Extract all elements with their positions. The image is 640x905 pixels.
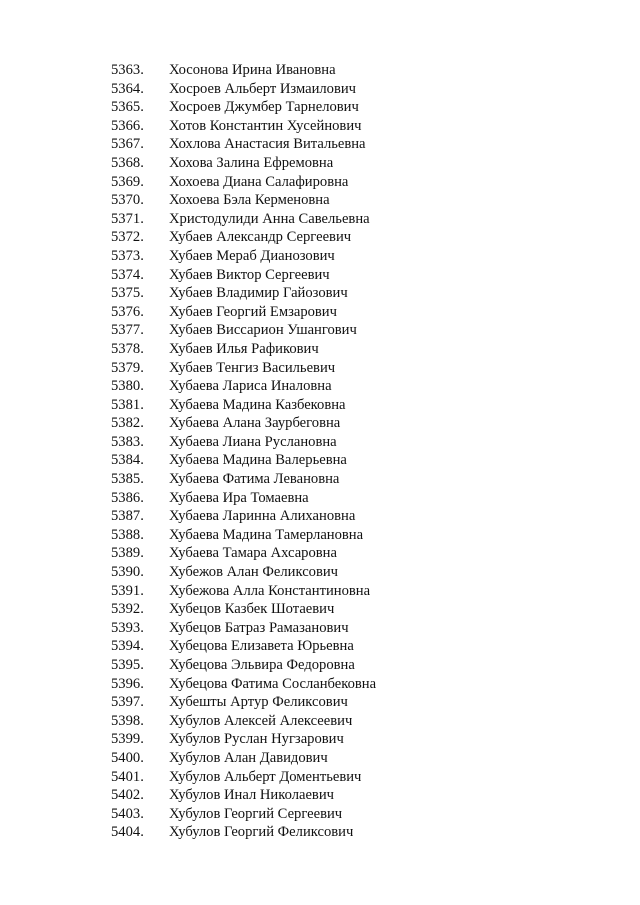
entry-name: Хосонова Ирина Ивановна: [169, 62, 336, 78]
entry-number: 5392.: [111, 601, 144, 618]
list-item: [0, 563, 640, 582]
entry-number: 5382.: [111, 415, 144, 432]
entry-name: Хубаев Александр Сергеевич: [169, 229, 352, 246]
list-item: [0, 637, 640, 656]
entry-name: Христодулиди Анна Савельевна: [169, 210, 370, 227]
entry-name: Хубешты Артур Феликсович: [169, 694, 348, 711]
entry-name: Хубецов Батраз Рамазанович: [169, 619, 349, 636]
list-item: [0, 805, 640, 824]
entry-name: Хубаева Мадина Казбековна: [169, 396, 346, 413]
entry-number: 5369.: [111, 173, 144, 190]
entry-number: 5381.: [111, 396, 144, 413]
entry-name: Хубецова Эльвира Федоровна: [169, 657, 355, 673]
list-item: [0, 135, 640, 154]
entry-number: 5363.: [111, 62, 144, 78]
entry-number: 5371.: [111, 210, 144, 227]
entry-number: 5365.: [111, 99, 144, 116]
entry-number: 5366.: [111, 117, 144, 134]
entry-number: 5394.: [111, 638, 144, 655]
entry-name: Хубаев Виссарион Ушангович: [169, 322, 357, 339]
list-item: [0, 507, 640, 526]
list-item: [0, 544, 640, 563]
list-item: [0, 712, 640, 731]
list-item: [0, 321, 640, 340]
entry-name: Хубежова Алла Константиновна: [169, 582, 371, 599]
list-item: [0, 284, 640, 303]
entry-number: 5397.: [111, 694, 144, 711]
list-item: [0, 98, 640, 117]
entry-number: 5395.: [111, 657, 144, 673]
entry-number: 5387.: [111, 508, 144, 525]
entry-name: Хубаева Ларинна Алихановна: [169, 508, 356, 525]
list-item: [0, 359, 640, 378]
entry-number: 5368.: [111, 154, 144, 171]
list-item: [0, 693, 640, 712]
list-item: [0, 396, 640, 415]
entry-name: Хохоева Диана Салафировна: [169, 173, 349, 190]
entry-name: Хубецова Елизавета Юрьевна: [169, 638, 354, 655]
entry-name: Хубецова Фатима Сосланбековна: [169, 675, 377, 692]
list-item: [0, 433, 640, 452]
entry-name: Хубаева Алана Заурбеговна: [169, 415, 341, 432]
entry-number: 5404.: [111, 824, 144, 841]
entry-number: 5390.: [111, 564, 144, 581]
entry-name: Хубулов Алексей Алексеевич: [169, 712, 353, 729]
entry-name: Хубулов Руслан Нугзарович: [169, 731, 344, 748]
entry-number: 5398.: [111, 712, 144, 729]
list-item: [0, 451, 640, 470]
list-item: [0, 786, 640, 805]
entry-number: 5385.: [111, 471, 144, 488]
entry-number: 5364.: [111, 80, 144, 97]
list-item: [0, 61, 640, 80]
entry-name: Хохова Залина Ефремовна: [169, 154, 334, 171]
entry-name: Хубаев Мераб Дианозович: [169, 247, 335, 264]
entry-name: Хубаева Лиана Руслановна: [169, 433, 337, 450]
entry-name: Хубежов Алан Феликсович: [169, 564, 339, 581]
entry-name: Хосроев Альберт Измаилович: [169, 80, 357, 97]
entry-number: 5378.: [111, 340, 144, 357]
entry-number: 5386.: [111, 489, 144, 506]
list-item: [0, 340, 640, 359]
entry-number: 5399.: [111, 731, 144, 748]
list-item: [0, 80, 640, 99]
entry-name: Хохоева Бэла Керменовна: [169, 192, 330, 209]
list-item: [0, 730, 640, 749]
entry-number: 5370.: [111, 192, 144, 209]
entry-number: 5393.: [111, 619, 144, 636]
entry-number: 5403.: [111, 805, 144, 822]
list-item: [0, 823, 640, 842]
list-item: [0, 247, 640, 266]
entry-name: Хубаев Тенгиз Васильевич: [169, 359, 336, 376]
list-item: [0, 191, 640, 210]
entry-number: 5373.: [111, 247, 144, 264]
list-item: [0, 526, 640, 545]
list-item: [0, 619, 640, 638]
entry-name: Хубулов Альберт Доментьевич: [169, 768, 362, 785]
entry-name: Хосроев Джумбер Тарнелович: [169, 99, 359, 116]
entry-name: Хубулов Инал Николаевич: [169, 787, 334, 804]
entry-number: 5375.: [111, 285, 144, 302]
entry-name: Хубулов Георгий Сергеевич: [169, 805, 343, 822]
entry-name: Хубаева Мадина Тамерлановна: [169, 526, 364, 543]
list-item: [0, 489, 640, 508]
list-item: [0, 228, 640, 247]
list-item: [0, 600, 640, 619]
entry-name: Хубаева Ира Томаевна: [169, 489, 309, 506]
entry-name: Хубаева Лариса Иналовна: [169, 378, 332, 395]
entry-number: 5376.: [111, 303, 144, 320]
entry-number: 5374.: [111, 266, 144, 283]
entry-name: Хубаев Виктор Сергеевич: [169, 266, 330, 283]
entry-number: 5389.: [111, 545, 144, 562]
entry-number: 5400.: [111, 749, 144, 766]
entry-number: 5388.: [111, 526, 144, 543]
list-item: [0, 210, 640, 229]
entry-name: Хубаева Фатима Левановна: [169, 471, 340, 488]
entry-name: Хубецов Казбек Шотаевич: [169, 601, 335, 618]
list-item: [0, 675, 640, 694]
entry-number: 5380.: [111, 378, 144, 395]
entry-number: 5391.: [111, 582, 144, 599]
entry-number: 5402.: [111, 787, 144, 804]
entry-name: Хубаев Георгий Емзарович: [169, 303, 337, 320]
entry-name: Хубулов Георгий Феликсович: [169, 824, 354, 841]
entry-number: 5377.: [111, 322, 144, 339]
entry-name: Хубаев Илья Рафикович: [169, 340, 319, 357]
list-item: [0, 173, 640, 192]
entry-name: Хохлова Анастасия Витальевна: [169, 136, 366, 153]
entry-name: Хубулов Алан Давидович: [169, 749, 328, 766]
list-item: [0, 656, 640, 675]
list-item: [0, 470, 640, 489]
entry-number: 5372.: [111, 229, 144, 246]
entry-number: 5401.: [111, 768, 144, 785]
list-item: [0, 749, 640, 768]
entry-name: Хубаев Владимир Гайозович: [169, 285, 348, 302]
list-item: [0, 377, 640, 396]
name-list: [0, 61, 640, 842]
list-item: [0, 266, 640, 285]
entry-number: 5396.: [111, 675, 144, 692]
entry-number: 5383.: [111, 433, 144, 450]
entry-number: 5367.: [111, 136, 144, 153]
entry-name: Хотов Константин Хусейнович: [169, 117, 362, 134]
list-item: [0, 414, 640, 433]
list-item: [0, 582, 640, 601]
entry-number: 5379.: [111, 359, 144, 376]
list-item: [0, 768, 640, 787]
entry-name: Хубаева Мадина Валерьевна: [169, 452, 347, 469]
list-item: [0, 117, 640, 136]
list-item: [0, 154, 640, 173]
entry-name: Хубаева Тамара Ахсаровна: [169, 545, 337, 562]
entry-number: 5384.: [111, 452, 144, 469]
list-item: [0, 303, 640, 322]
